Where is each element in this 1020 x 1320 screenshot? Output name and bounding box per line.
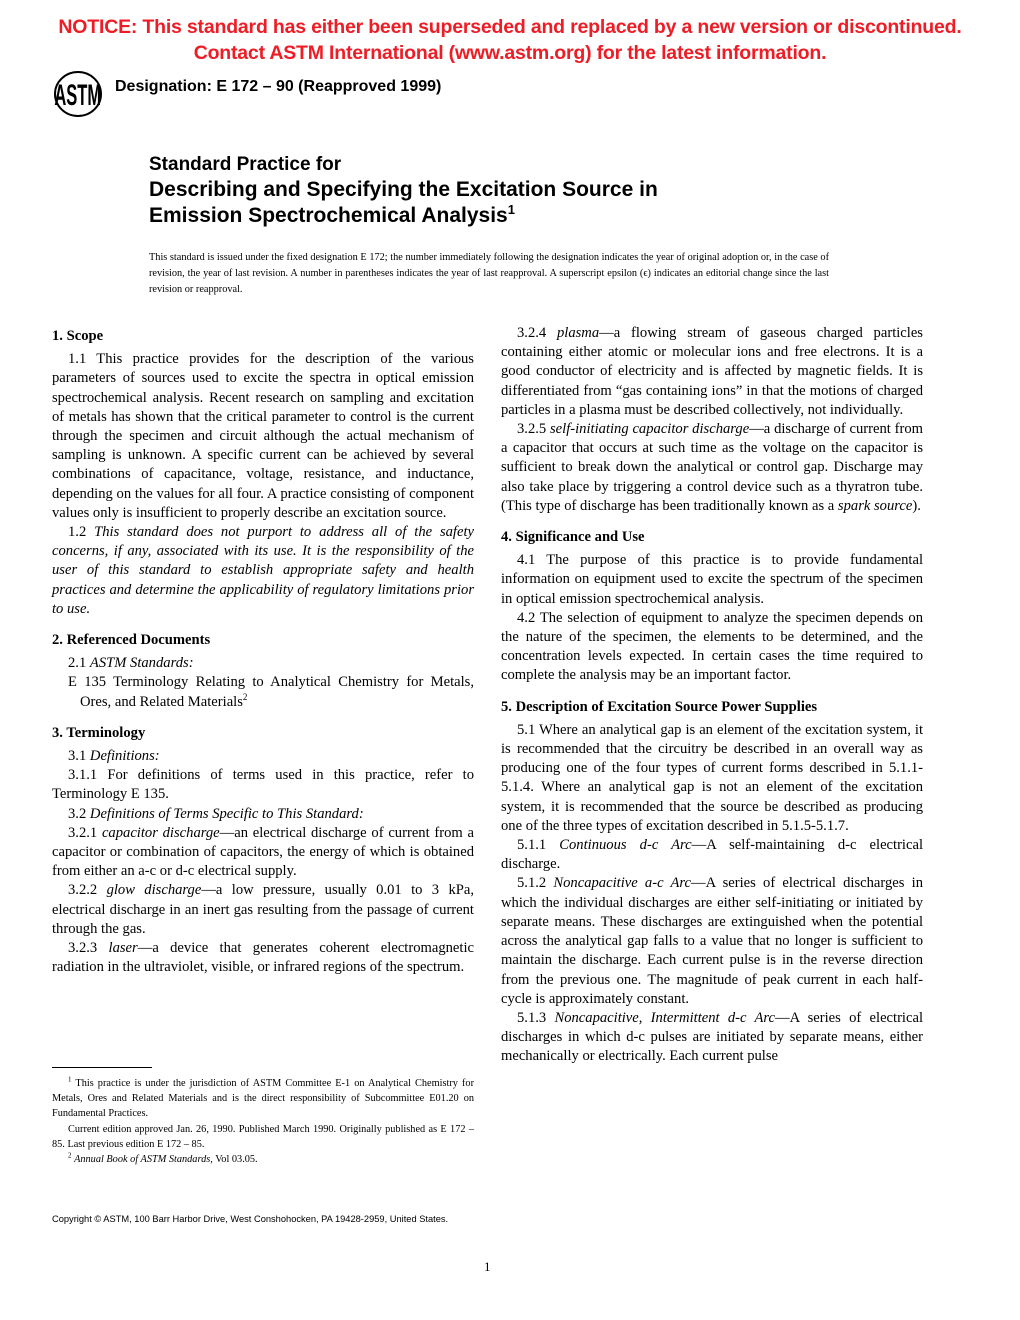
section-heading-terminology: 3. Terminology — [52, 724, 146, 741]
italic-term: spark source — [837, 497, 913, 514]
paragraph-number: 3.2.3 — [68, 940, 98, 957]
defined-term: capacitor discharge — [101, 824, 220, 841]
footnote-text: This practice is under the jurisdiction of ASTM Committee E-1 on Analytical Chemistry for Metals, Ores and Related Materials and is the direct responsibility of Subcommittee E01.20 on Fundamental Practices. — [52, 1078, 474, 1120]
subsection-label: Definitions of Terms Specific to This Standard: — [89, 805, 364, 822]
reference-text: E 135 Terminology Relating to Analytical Chemistry for Metals, Ores, and Related Materials — [68, 674, 474, 710]
title-line-1: Describing and Specifying the Excitation Source in — [149, 178, 658, 201]
footnote-1 — [52, 1076, 474, 1122]
paragraph-4-1: 4.1 The purpose of this practice is to provide fundamental information on equipment used to excite the spectrum of the specimen in optical emission spectrochemical analysis. — [501, 552, 923, 607]
section-heading-significance: 4. Significance and Use — [501, 529, 645, 546]
footnote-1-edition: Current edition approved Jan. 26, 1990. Published March 1990. Originally published as E 172 – 85. Last previous edition E 172 – 85. — [52, 1123, 474, 1150]
footnote-italic: Annual Book of ASTM Standards, — [74, 1154, 213, 1166]
subsection-label: ASTM Standards: — [89, 655, 194, 672]
paragraph-number: 2.1 — [68, 655, 87, 672]
footnote-text: Vol 03.05. — [212, 1154, 258, 1166]
definition-text: —an electrical discharge of current from a capacitor or combination of capacitors, the energy of which is obtained from either an a-c or d-c electrical supply. — [52, 824, 475, 880]
definition-text: —A series of electrical discharges in which d-c pulses are initiated by separate means, either mechanically or electrically. Each current pulse — [501, 1009, 923, 1065]
definition-text: —a device that generates coherent electromagnetic radiation in the ultraviolet, visible, or infrared regions of the spectrum. — [52, 940, 474, 976]
footnote-divider — [52, 1067, 152, 1068]
section-heading-scope: 1. Scope — [52, 328, 104, 344]
definition-text: —a low pressure, usually 0.01 to 3 kPa, electrical discharge in an inert gas resulting from the passage of current through the gas. — [52, 882, 474, 937]
defined-term: Noncapacitive, Intermittent d-c Arc — [554, 1009, 776, 1026]
document-title — [149, 153, 658, 229]
defined-term: plasma — [556, 325, 600, 341]
paragraph-3-2-5 — [501, 420, 923, 516]
paragraph-4-2: 4.2 The selection of equipment to analyze the specimen depends on the nature of the specimen, the elements to be determined, and the concentration levels expected. In certain cases the time required to complete the analysis may be an important factor. — [501, 609, 923, 684]
subsection-label: Definitions: — [89, 748, 160, 765]
paragraph-3-2-3 — [52, 939, 474, 977]
paragraph-5-1-1 — [501, 836, 923, 874]
paragraph-number: 3.2.4 — [517, 325, 547, 341]
left-column — [52, 327, 474, 978]
safety-statement: This standard does not purport to address all of the safety concerns, if any, associated with its use. It is the responsibility of the user of this standard to establish appropriate safety and health practices and determine the applicability of regulatory limitations prior to use. — [52, 524, 474, 617]
footnote-ref-1: 1 — [507, 202, 515, 217]
paragraph-number: 3.1 — [68, 748, 87, 765]
paragraph-number: 3.2.5 — [517, 421, 547, 438]
definition-end: ). — [912, 497, 921, 514]
svg-text:ASTM: ASTM — [54, 78, 102, 113]
footnotes — [52, 1076, 474, 1167]
notice-line-2: Contact ASTM International (www.astm.org) for the latest information. — [193, 42, 827, 64]
definition-text: —a discharge of current from a capacitor that occurs at such time as the voltage on the capacitor is sufficient to break down the analytical or control gap. Discharge may also take place by triggering a control device such as a thyratron tube. (This type of discharge has been traditionally known as a — [501, 421, 923, 514]
footnote-2 — [52, 1152, 474, 1167]
paragraph-3-2-1 — [52, 824, 474, 882]
paragraph-2-1 — [52, 654, 474, 673]
paragraph-3-2-2 — [52, 881, 474, 939]
paragraph-number: 3.2.1 — [68, 824, 98, 841]
designation-text: Designation: E 172 – 90 (Reapproved 1999) — [115, 78, 442, 95]
supersession-notice — [0, 14, 1020, 66]
defined-term: Continuous d-c Arc — [559, 837, 692, 854]
paragraph-3-2 — [52, 805, 474, 824]
paragraph-number: 5.1.3 — [517, 1009, 547, 1026]
definition-text: —a flowing stream of gaseous charged particles containing either atomic or molecular ions and free electrons. It is a good conductor of electricity and is affected by magnetic fields. It is differentiated from “gas containing ions” in that the motions of charged particles in a plasma must be described collectively, not individually. — [501, 325, 923, 418]
defined-term: Noncapacitive a-c Arc — [553, 875, 692, 892]
title-line-2-text: Emission Spectrochemical Analysis — [149, 204, 508, 227]
footnote-mark: 1 — [68, 1075, 72, 1084]
paragraph-5-1-3 — [501, 1009, 923, 1067]
paragraph-5-1: 5.1 Where an analytical gap is an element of the excitation system, it is recommended that the circuitry be described in an overall way as producing one of the four types of current forms described in 5.1.1-5.1.4. Where an analytical gap is not an element of the excitation system, it is recommended that the source be described as producing one of the three types of excitation described in 5.1.5-5.1.7. — [501, 721, 923, 834]
paragraph-number: 3.2.2 — [68, 882, 98, 899]
issued-under-note: This standard is issued under the fixed designation E 172; the number immediately following the designation indicates the year of original adoption or, in the case of revision, the year of last revision. A number in parentheses indicates the year of last reapproval. A superscript epsilon (ϵ) indicates an editorial change since the last revision or reapproval. — [149, 252, 829, 295]
paragraph-1-1: 1.1 This practice provides for the description of the various parameters of sources used to excite the spectra in optical emission spectrochemical analysis. Recent research on sampling and excitation of metals has shown that the critical parameter to control is the current through the specimen and circuit although the actual mechanism of sampling is unknown. A specific current can be achieved by several combinations of capacitance, voltage, resistance, and inductance, depending on the values for all four. A practice consisting of component values only is insufficient to properly describe an excitation source. — [52, 351, 474, 521]
title-line-2 — [149, 203, 658, 229]
defined-term: self-initiating capacitor discharge — [550, 421, 750, 438]
notice-line-1: NOTICE: This standard has either been superseded and replaced by a new version or discontinued. — [58, 16, 962, 38]
defined-term: glow discharge — [106, 882, 202, 899]
reference-e135 — [52, 673, 474, 711]
paragraph-1-2 — [52, 523, 474, 619]
section-heading-description: 5. Description of Excitation Source Power Supplies — [501, 698, 818, 715]
paragraph-number: 3.2 — [68, 805, 87, 822]
paragraph-number: 1.2 — [68, 524, 87, 541]
paragraph-3-1-1: 3.1.1 For definitions of terms used in this practice, refer to Terminology E 135. — [52, 767, 474, 803]
paragraph-5-1-2 — [501, 874, 923, 1008]
defined-term: laser — [108, 940, 138, 957]
title-prefix: Standard Practice for — [149, 154, 342, 175]
paragraph-3-2-4 — [501, 324, 923, 420]
section-heading-referenced-documents: 2. Referenced Documents — [52, 632, 211, 649]
definition-text: —A series of electrical discharges in which the individual discharges are either self-initiating or initiated by separate means. These discharges are extinguished when the potential across the analytical gap falls to a value that no longer is sufficient to maintain the discharge. Each current pulse is in the reverse direction from the previous one. The magnitude of peak current in each half-cycle is approximately constant. — [501, 875, 923, 1007]
paragraph-number: 5.1.1 — [517, 837, 547, 854]
designation-header — [53, 70, 441, 118]
copyright-line: Copyright © ASTM, 100 Barr Harbor Drive, West Conshohocken, PA 19428-2959, United States. — [52, 1214, 449, 1224]
footnote-mark: 2 — [68, 1151, 72, 1160]
right-column — [501, 324, 923, 1067]
paragraph-number: 5.1.2 — [517, 875, 547, 892]
page-number: 1 — [484, 1259, 491, 1274]
definition-text: —A self-maintaining d-c electrical discharge. — [501, 837, 923, 873]
footnote-ref-2: 2 — [242, 691, 248, 702]
paragraph-3-1 — [52, 747, 474, 766]
astm-logo-icon — [53, 71, 103, 117]
